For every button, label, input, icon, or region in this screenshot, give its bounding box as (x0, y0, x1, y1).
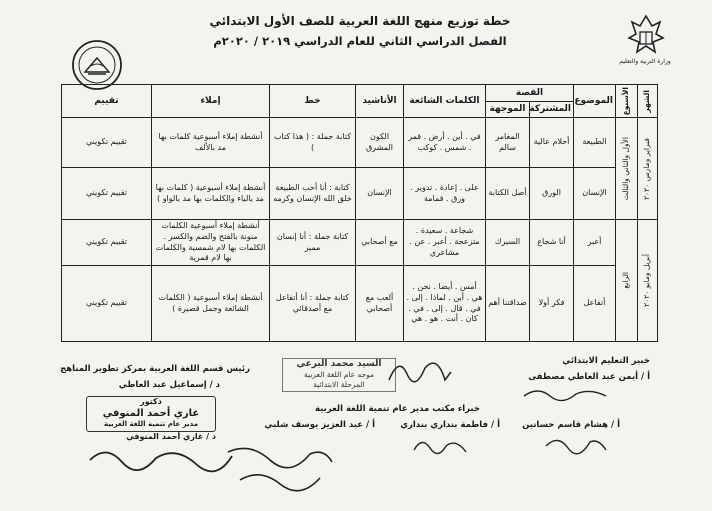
signature-scribble (86, 440, 236, 480)
dept-head-name: د / إسماعيل عبد العاطي (118, 380, 220, 390)
header-common-words: الكلمات الشائعة (404, 85, 486, 118)
expert-1-name: أ / عبد العزيز يوسف شلبي (264, 420, 375, 430)
expert-3-name: أ / هشام قاسم حسانين (522, 420, 620, 430)
dictation-cell: أنشطة إملاء أسبوعية الكلمات منونة بالفتح والضم والكسر . الكلمات بها لام شمسية والكلمات بها لام قمرية (152, 220, 270, 266)
songs-cell: الإنسان (356, 168, 404, 220)
month-cell: فبراير ومارس ٢٠٢٠ (638, 118, 658, 220)
topic-cell: أعبر (574, 220, 616, 266)
shared-story-cell: أحلام عالية (530, 118, 574, 168)
table-row (62, 168, 658, 220)
dept-head-title: رئيس قسم اللغة العربية بمركز تطوير المناهج (60, 364, 250, 374)
shared-story-cell: الورق (530, 168, 574, 220)
guided-story-cell: أصل الكتابة (486, 168, 530, 220)
common-words-cell: على . إعادة . تدوير . ورق . قمامة (404, 168, 486, 220)
topic-cell: أتفاعل (574, 266, 616, 342)
songs-cell: ألعب مع أصحابي (356, 266, 404, 342)
header-evaluation: تقييم (62, 85, 152, 118)
guided-story-cell: السيرك (486, 220, 530, 266)
evaluation-cell: تقييم تكويني (62, 118, 152, 168)
curriculum-plan-table (61, 84, 658, 342)
dictation-cell: أنشطة إملاء أسبوعية ( كلمات بها مد بالياء والكلمات بها مد بالواو ) (152, 168, 270, 220)
songs-cell: الكون المشرق (356, 118, 404, 168)
topic-cell: الطبيعة (574, 118, 616, 168)
guided-story-cell: المغامر سالم (486, 118, 530, 168)
header-month: الشهر (638, 85, 658, 118)
common-words-cell: شجاعة . سعيدة . متزعجة . أعبر . عن . مشاعري (404, 220, 486, 266)
header-dictation: إملاء (152, 85, 270, 118)
writing-cell: كتابة جملة : أنا أتفاعل مع أصدقائي (270, 266, 356, 342)
table-row (62, 266, 658, 342)
primary-expert-name: أ / أيمن عبد العاطي مصطفى (528, 372, 650, 382)
header-story: القصة (486, 85, 574, 102)
document-title: خطة توزيع منهج اللغة العربية للصف الأول الابتدائي (209, 14, 511, 28)
topic-cell: الإنسان (574, 168, 616, 220)
evaluation-cell: تقييم تكويني (62, 168, 152, 220)
week-cell: الأول والثاني والثالث (616, 118, 638, 220)
ministry-name: وزارة التربية والتعليم (619, 58, 671, 65)
writing-cell: كتابة جملة : أنا إنسان مميز (270, 220, 356, 266)
expert-2-name: أ / فاطمة بنداري بنداري (400, 420, 500, 430)
director-stamp: دكتور غازي أحمد المنوفي مدير عام تنمية اللغة العربية (86, 396, 216, 432)
common-words-cell: أمس . أيضا . نحن . هي . أين . لماذا . إلى . في . قال . إلى . في . كان . أنت . هو . هي (404, 266, 486, 342)
ministry-eagle-logo (625, 12, 667, 60)
dictation-cell: أنشطة إملاء أسبوعية كلمات بها مد بالألف (152, 118, 270, 168)
dictation-cell: أنشطة إملاء أسبوعية ( الكلمات الشائعة وجمل قصيرة ) (152, 266, 270, 342)
table-row (62, 118, 658, 168)
header-story-guided: الموجهة (486, 102, 530, 118)
signer-name: د / غازي أحمد المنوفي (126, 432, 216, 441)
supervisor-stamp: السيد محمد البرعي موجه عام اللغة العربية المرحلة الابتدائية (282, 358, 396, 392)
signature-scribble (410, 432, 470, 458)
header-story-shared: المشتركة (530, 102, 574, 118)
header-topic: الموضوع (574, 85, 616, 118)
month-cell: أبريل ومايو ٢٠٢٠ (638, 220, 658, 342)
primary-expert-title: خبير التعليم الابتدائي (562, 356, 650, 366)
header-week: الأسبوع (616, 85, 638, 118)
common-words-cell: في . أين . أرض . قمر . شمس . كوكب (404, 118, 486, 168)
evaluation-cell: تقييم تكويني (62, 266, 152, 342)
signature-scribble (540, 430, 610, 456)
evaluation-cell: تقييم تكويني (62, 220, 152, 266)
signature-scribble (520, 384, 610, 404)
signature-scribble (220, 440, 340, 500)
songs-cell: مع أصحابي (356, 220, 404, 266)
writing-cell: كتابة : أنا أحب الطبيعة خلق الله الإنسان وكرمه (270, 168, 356, 220)
signature-scribble (385, 350, 455, 390)
document-subtitle: الفصل الدراسي الثاني للعام الدراسي ٢٠١٩ / ٢٠٢٠م (213, 34, 507, 48)
header-writing: خط (270, 85, 356, 118)
shared-story-cell: أنا شجاع (530, 220, 574, 266)
writing-cell: كتابة جملة : ( هذا كتاب ) (270, 118, 356, 168)
experts-office-title: خبراء مكتب مدير عام تنمية اللغة العربية (315, 404, 480, 414)
shared-story-cell: فكر أولا (530, 266, 574, 342)
guided-story-cell: صداقتنا أهم (486, 266, 530, 342)
header-songs: الأناشيد (356, 85, 404, 118)
table-row (62, 220, 658, 266)
week-cell: الرابع (616, 220, 638, 342)
